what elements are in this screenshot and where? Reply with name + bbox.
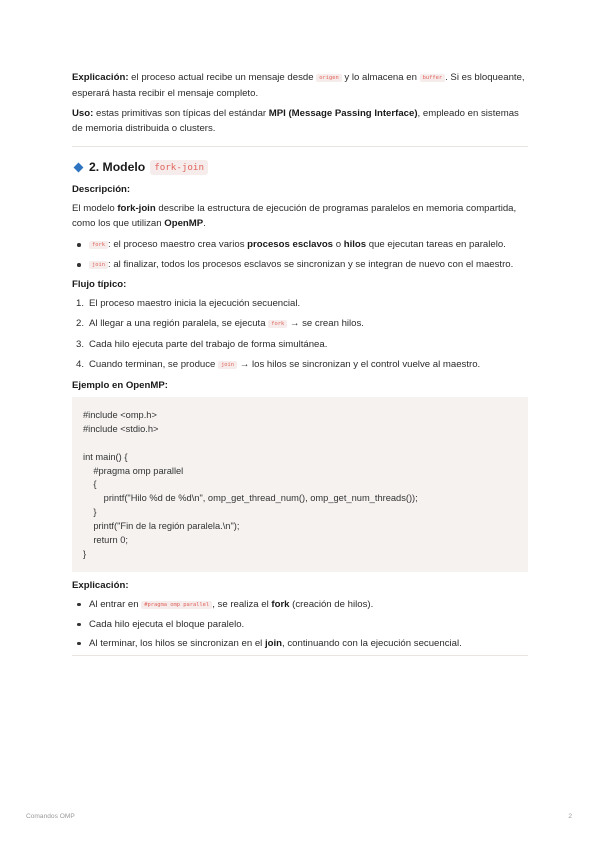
- text: Al entrar en: [89, 598, 142, 610]
- page-content: [72, 70, 528, 656]
- code-line: }: [83, 507, 97, 518]
- list-item: [72, 597, 528, 613]
- explicacion-list: [72, 597, 528, 651]
- step-item: [72, 357, 528, 373]
- text: el proceso actual recibe un mensaje desde: [128, 72, 317, 83]
- text: . Si es bloqueante, esperará hasta recibir el mensaje completo.: [72, 72, 525, 99]
- text: , empleado en sistemas de memoria distribuida o clusters.: [72, 108, 519, 134]
- text: : el proceso maestro crea varios: [107, 239, 248, 250]
- code-line: int main() {: [83, 451, 128, 462]
- join-bold: join: [264, 637, 283, 649]
- step-item: [72, 296, 528, 311]
- blue-diamond-icon: [74, 162, 84, 172]
- fork-join-list: [72, 237, 528, 273]
- section-title: 2. Modelo: [89, 160, 146, 174]
- code-line: printf("Fin de la región paralela.\n");: [83, 521, 240, 532]
- text: Cada hilo ejecuta parte del trabajo de forma simultánea.: [89, 339, 328, 350]
- inline-code-fork: fork: [89, 241, 108, 249]
- list-item: [72, 617, 528, 632]
- text: → se crean hilos.: [287, 318, 364, 329]
- text: Cada hilo ejecuta el bloque paralelo.: [89, 618, 245, 630]
- text: El modelo: [72, 203, 118, 214]
- list-item: [72, 257, 528, 273]
- text: : al finalizar, todos los procesos esclavos se sincronizan y se integran de nuevo con el maestro.: [107, 259, 514, 270]
- text: (creación de hilos).: [289, 598, 374, 610]
- text: estas primitivas son típicas del estándar: [93, 108, 269, 119]
- code-line: printf("Hilo %d de %d\n", omp_get_thread_num(), omp_get_num_threads());: [83, 493, 418, 504]
- inline-code-pragma: #pragma omp parallel: [141, 601, 212, 609]
- step-number: 1.: [76, 298, 85, 309]
- page-number: 2: [568, 813, 572, 820]
- code-line: #pragma omp parallel: [83, 465, 184, 476]
- inline-code-buffer: buffer: [420, 74, 445, 82]
- code-line: {: [83, 479, 97, 490]
- section-title-code: fork-join: [150, 160, 208, 175]
- step-item: [72, 337, 528, 352]
- bold-text: hilos: [343, 239, 367, 250]
- code-line: #include <stdio.h>: [83, 423, 159, 434]
- code-line: }: [83, 548, 87, 559]
- text: describe la estructura de ejecución de programas paralelos en memoria compartida, como los que utilizan: [72, 203, 517, 229]
- list-item: [72, 237, 528, 253]
- text: o: [333, 239, 344, 250]
- text: Al terminar, los hilos se sincronizan en el: [89, 637, 265, 649]
- inline-code-fork: fork: [268, 320, 287, 328]
- text: que ejecutan tareas en paralelo.: [366, 239, 506, 250]
- inline-code-join: join: [89, 261, 108, 269]
- text: .: [203, 218, 206, 229]
- inline-code-join: join: [218, 361, 237, 369]
- fork-bold: fork: [271, 598, 290, 610]
- step-item: [72, 316, 528, 332]
- step-number: 2.: [76, 318, 85, 329]
- text: y lo almacena en: [341, 72, 420, 83]
- flujo-steps-list: [72, 296, 528, 373]
- openmp-bold: OpenMP: [164, 218, 204, 229]
- text: Al llegar a una región paralela, se ejecuta: [89, 318, 269, 329]
- explicacion-paragraph: [72, 70, 528, 101]
- fork-join-bold: fork-join: [117, 203, 156, 214]
- section-divider: [72, 146, 528, 147]
- section-heading: [72, 157, 528, 177]
- explicacion-label-2: Explicación:: [72, 579, 129, 591]
- bottom-divider: [72, 655, 528, 656]
- footer-title: Comandos OMP: [26, 813, 75, 820]
- step-number: 3.: [76, 339, 85, 350]
- inline-code-origen: origen: [316, 74, 341, 82]
- text: El proceso maestro inicia la ejecución secuencial.: [89, 298, 301, 309]
- bold-text: procesos esclavos: [247, 239, 334, 250]
- descripcion-paragraph: [72, 201, 528, 231]
- uso-paragraph: [72, 106, 528, 136]
- text: Cuando terminan, se produce: [89, 359, 219, 370]
- code-line: return 0;: [83, 535, 128, 546]
- code-line: [83, 437, 517, 451]
- explicacion-label: Explicación:: [72, 72, 129, 83]
- mpi-bold: MPI (Message Passing Interface): [268, 108, 418, 119]
- text: , continuando con la ejecución secuencial.: [282, 637, 462, 649]
- code-line: #include <omp.h>: [83, 410, 157, 420]
- uso-label: Uso:: [72, 108, 94, 119]
- flujo-label: Flujo típico:: [72, 279, 127, 290]
- text: → los hilos se sincronizan y el control vuelve al maestro.: [237, 359, 481, 370]
- ejemplo-label: Ejemplo en OpenMP:: [72, 380, 168, 391]
- code-block: [72, 397, 528, 572]
- list-item: [72, 636, 528, 651]
- text: , se realiza el: [212, 598, 272, 610]
- descripcion-label: Descripción:: [72, 184, 131, 195]
- step-number: 4.: [76, 359, 85, 370]
